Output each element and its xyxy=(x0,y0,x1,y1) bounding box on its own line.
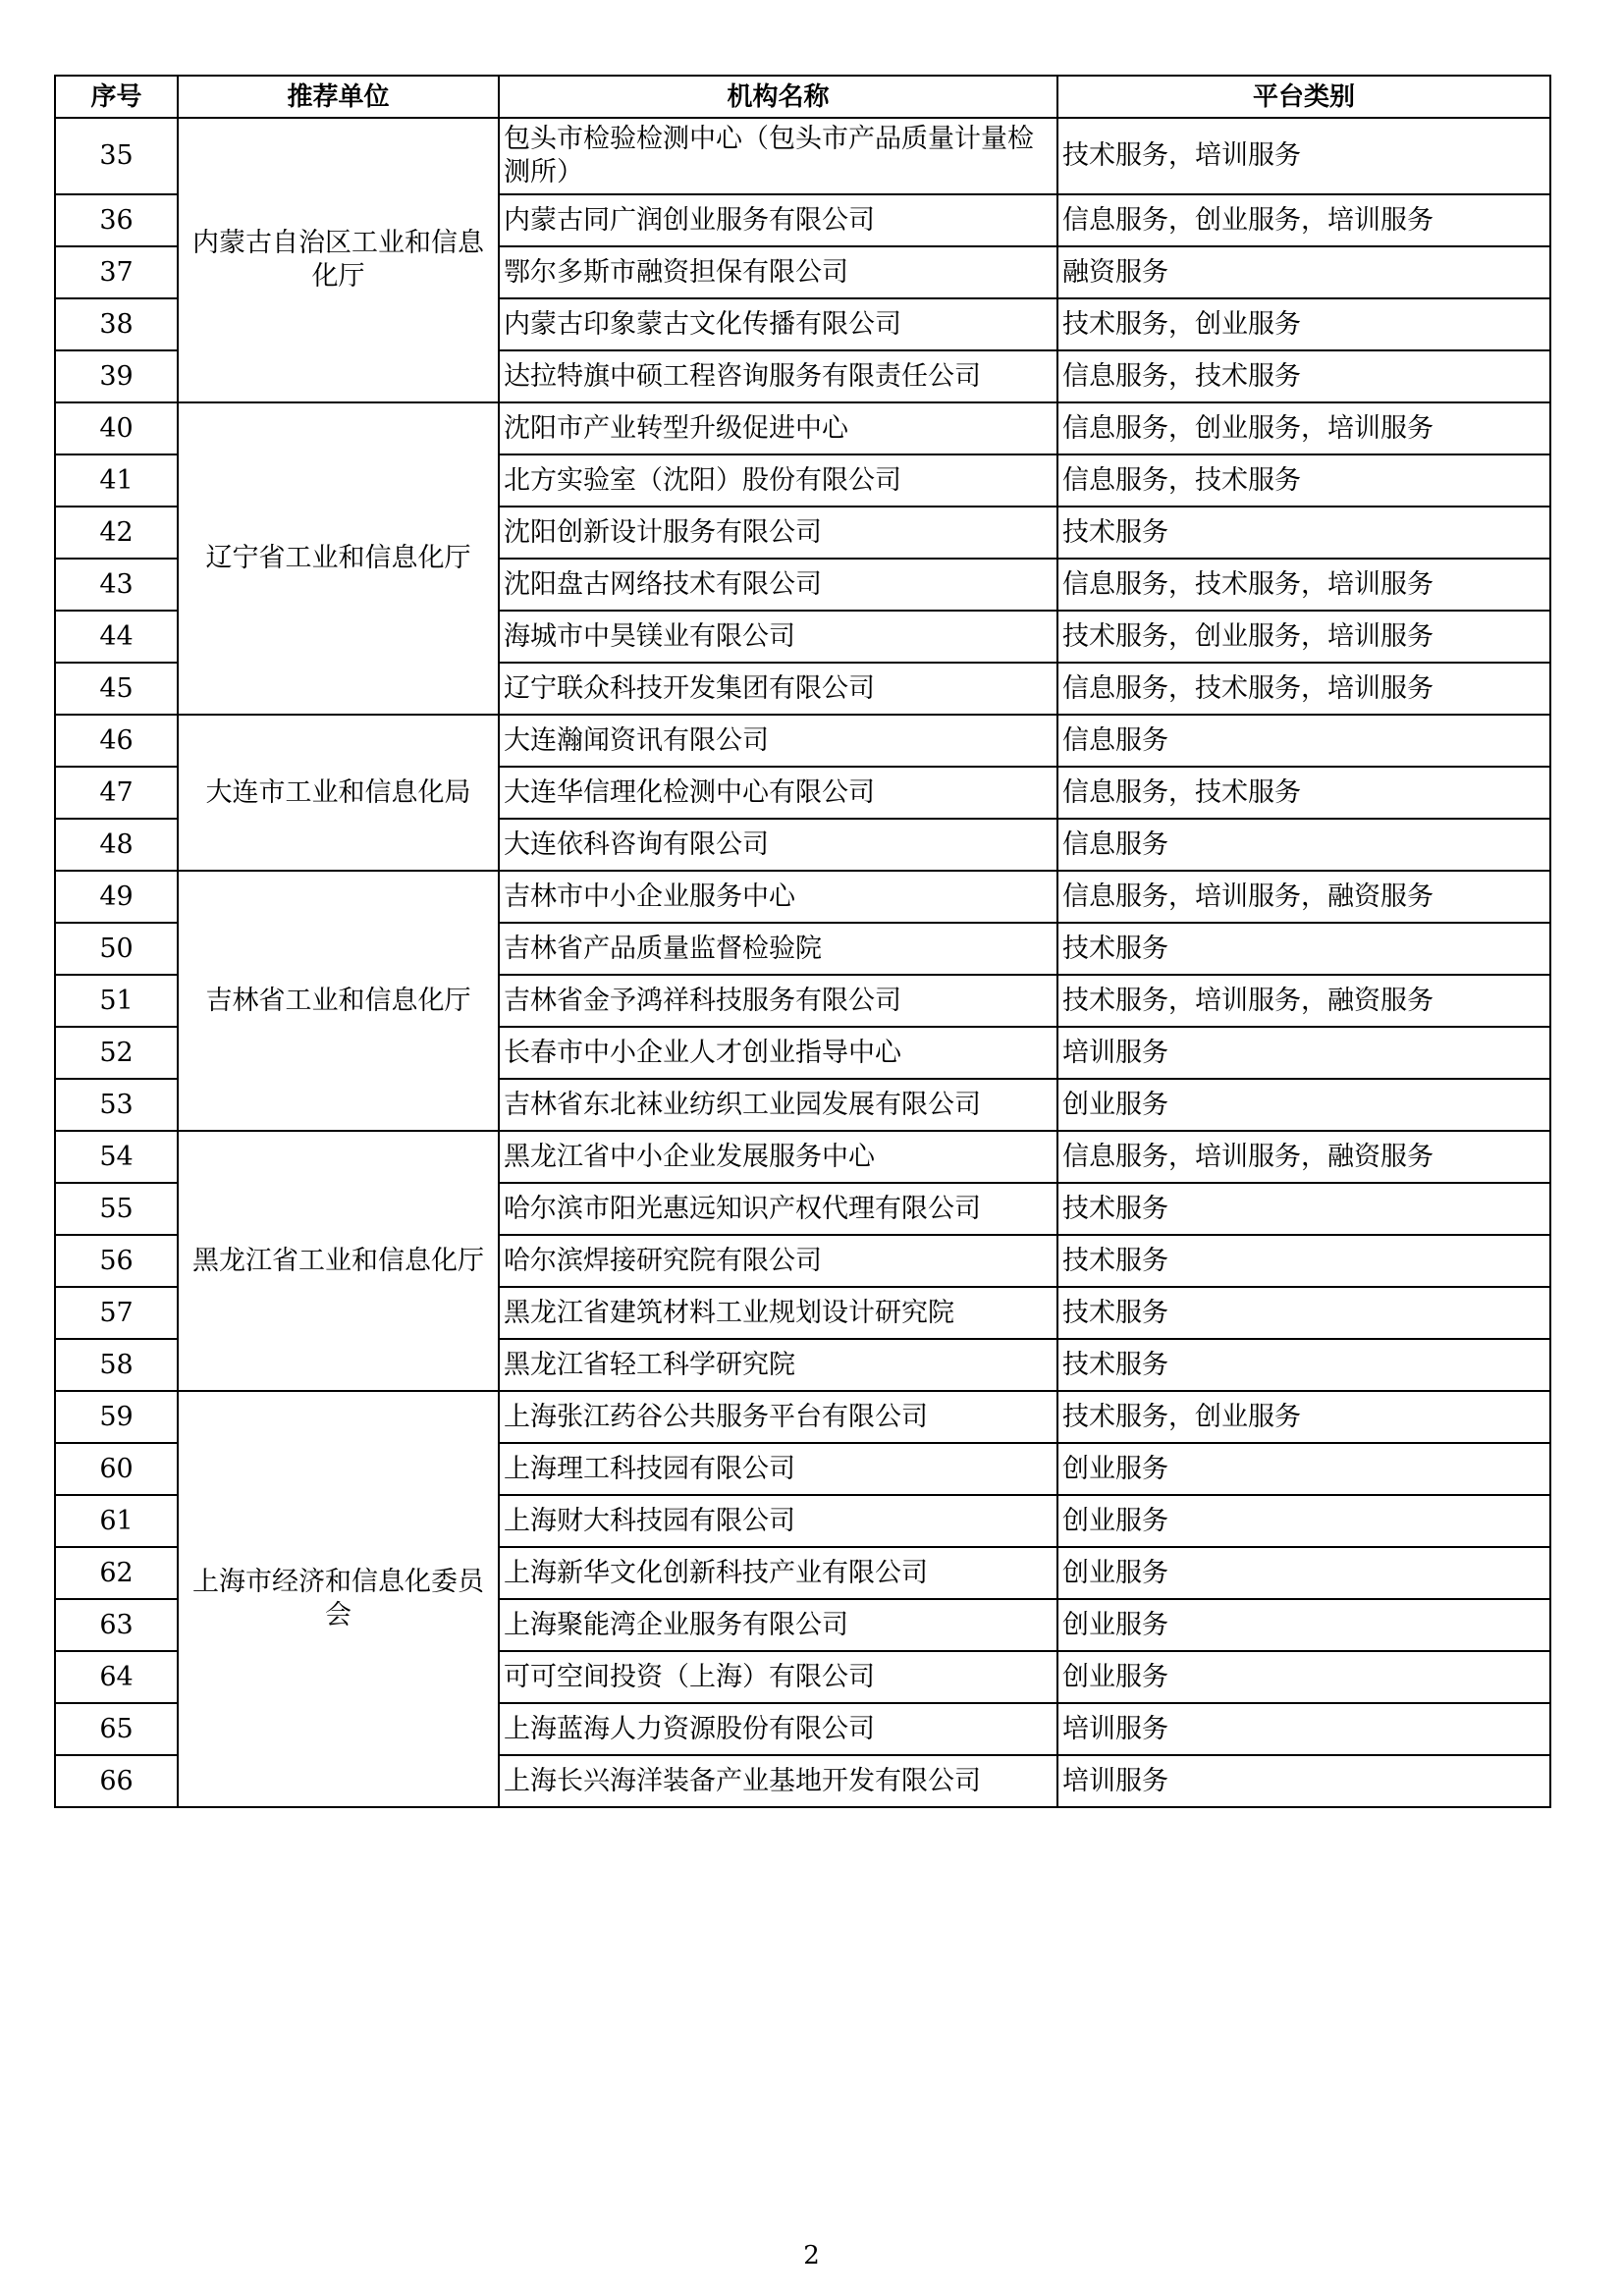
institution-name: 包头市检验检测中心（包头市产品质量计量检测所） xyxy=(499,118,1057,194)
row-number: 66 xyxy=(55,1755,178,1807)
row-number: 35 xyxy=(55,118,178,194)
platform-category: 技术服务 xyxy=(1057,923,1550,975)
institution-name: 吉林省东北袜业纺织工业园发展有限公司 xyxy=(499,1079,1057,1131)
row-number: 57 xyxy=(55,1287,178,1339)
institution-name: 长春市中小企业人才创业指导中心 xyxy=(499,1027,1057,1079)
institution-name: 黑龙江省轻工科学研究院 xyxy=(499,1339,1057,1391)
institution-name: 吉林市中小企业服务中心 xyxy=(499,871,1057,923)
platform-category: 创业服务 xyxy=(1057,1547,1550,1599)
row-number: 62 xyxy=(55,1547,178,1599)
row-number: 50 xyxy=(55,923,178,975)
institution-name: 哈尔滨焊接研究院有限公司 xyxy=(499,1235,1057,1287)
header-unit: 推荐单位 xyxy=(178,76,499,118)
header-row xyxy=(55,76,1550,118)
platform-category: 技术服务，培训服务 xyxy=(1057,118,1550,194)
platform-category: 技术服务，创业服务，培训服务 xyxy=(1057,611,1550,663)
table-row xyxy=(55,715,1550,767)
institution-name: 沈阳市产业转型升级促进中心 xyxy=(499,402,1057,454)
institution-name: 内蒙古印象蒙古文化传播有限公司 xyxy=(499,298,1057,350)
recommending-unit: 黑龙江省工业和信息化厅 xyxy=(178,1131,499,1391)
platform-category: 信息服务，技术服务 xyxy=(1057,454,1550,507)
row-number: 56 xyxy=(55,1235,178,1287)
institution-name: 可可空间投资（上海）有限公司 xyxy=(499,1651,1057,1703)
row-number: 40 xyxy=(55,402,178,454)
row-number: 43 xyxy=(55,559,178,611)
row-number: 52 xyxy=(55,1027,178,1079)
row-number: 64 xyxy=(55,1651,178,1703)
row-number: 37 xyxy=(55,246,178,298)
institution-table xyxy=(54,75,1551,1808)
institution-name: 黑龙江省建筑材料工业规划设计研究院 xyxy=(499,1287,1057,1339)
institution-name: 吉林省产品质量监督检验院 xyxy=(499,923,1057,975)
row-number: 53 xyxy=(55,1079,178,1131)
row-number: 38 xyxy=(55,298,178,350)
row-number: 39 xyxy=(55,350,178,402)
row-number: 51 xyxy=(55,975,178,1027)
platform-category: 技术服务 xyxy=(1057,1235,1550,1287)
platform-category: 培训服务 xyxy=(1057,1703,1550,1755)
platform-category: 技术服务，创业服务 xyxy=(1057,1391,1550,1443)
platform-category: 技术服务 xyxy=(1057,507,1550,559)
platform-category: 信息服务，创业服务，培训服务 xyxy=(1057,194,1550,246)
institution-name: 上海长兴海洋装备产业基地开发有限公司 xyxy=(499,1755,1057,1807)
platform-category: 创业服务 xyxy=(1057,1079,1550,1131)
platform-category: 信息服务，创业服务，培训服务 xyxy=(1057,402,1550,454)
institution-name: 沈阳盘古网络技术有限公司 xyxy=(499,559,1057,611)
platform-category: 技术服务 xyxy=(1057,1339,1550,1391)
institution-name: 吉林省金予鸿祥科技服务有限公司 xyxy=(499,975,1057,1027)
table-row xyxy=(55,871,1550,923)
platform-category: 技术服务，培训服务，融资服务 xyxy=(1057,975,1550,1027)
row-number: 63 xyxy=(55,1599,178,1651)
institution-name: 上海财大科技园有限公司 xyxy=(499,1495,1057,1547)
platform-category: 信息服务 xyxy=(1057,715,1550,767)
page-number: 2 xyxy=(803,2241,820,2270)
row-number: 36 xyxy=(55,194,178,246)
institution-name: 哈尔滨市阳光惠远知识产权代理有限公司 xyxy=(499,1183,1057,1235)
row-number: 61 xyxy=(55,1495,178,1547)
row-number: 49 xyxy=(55,871,178,923)
institution-name: 达拉特旗中硕工程咨询服务有限责任公司 xyxy=(499,350,1057,402)
platform-category: 培训服务 xyxy=(1057,1755,1550,1807)
institution-name: 辽宁联众科技开发集团有限公司 xyxy=(499,663,1057,715)
platform-category: 创业服务 xyxy=(1057,1651,1550,1703)
platform-category: 信息服务，培训服务，融资服务 xyxy=(1057,1131,1550,1183)
recommending-unit: 上海市经济和信息化委员会 xyxy=(178,1391,499,1807)
institution-name: 鄂尔多斯市融资担保有限公司 xyxy=(499,246,1057,298)
recommending-unit: 内蒙古自治区工业和信息化厅 xyxy=(178,118,499,402)
platform-category: 创业服务 xyxy=(1057,1599,1550,1651)
table-row xyxy=(55,402,1550,454)
row-number: 42 xyxy=(55,507,178,559)
platform-category: 信息服务，技术服务，培训服务 xyxy=(1057,663,1550,715)
row-number: 47 xyxy=(55,767,178,819)
platform-category: 信息服务，培训服务，融资服务 xyxy=(1057,871,1550,923)
row-number: 58 xyxy=(55,1339,178,1391)
recommending-unit: 大连市工业和信息化局 xyxy=(178,715,499,871)
recommending-unit: 辽宁省工业和信息化厅 xyxy=(178,402,499,715)
platform-category: 技术服务 xyxy=(1057,1287,1550,1339)
row-number: 48 xyxy=(55,819,178,871)
row-number: 44 xyxy=(55,611,178,663)
recommending-unit: 吉林省工业和信息化厅 xyxy=(178,871,499,1131)
header-no: 序号 xyxy=(55,76,178,118)
institution-name: 上海理工科技园有限公司 xyxy=(499,1443,1057,1495)
platform-category: 创业服务 xyxy=(1057,1495,1550,1547)
institution-name: 海城市中昊镁业有限公司 xyxy=(499,611,1057,663)
platform-category: 信息服务，技术服务，培训服务 xyxy=(1057,559,1550,611)
header-name: 机构名称 xyxy=(499,76,1057,118)
institution-name: 大连瀚闻资讯有限公司 xyxy=(499,715,1057,767)
platform-category: 信息服务，技术服务 xyxy=(1057,350,1550,402)
institution-name: 上海聚能湾企业服务有限公司 xyxy=(499,1599,1057,1651)
institution-name: 上海张江药谷公共服务平台有限公司 xyxy=(499,1391,1057,1443)
institution-name: 大连华信理化检测中心有限公司 xyxy=(499,767,1057,819)
platform-category: 技术服务，创业服务 xyxy=(1057,298,1550,350)
row-number: 60 xyxy=(55,1443,178,1495)
row-number: 54 xyxy=(55,1131,178,1183)
platform-category: 融资服务 xyxy=(1057,246,1550,298)
platform-category: 信息服务 xyxy=(1057,819,1550,871)
table-row xyxy=(55,118,1550,194)
row-number: 59 xyxy=(55,1391,178,1443)
institution-name: 上海新华文化创新科技产业有限公司 xyxy=(499,1547,1057,1599)
institution-name: 黑龙江省中小企业发展服务中心 xyxy=(499,1131,1057,1183)
institution-name: 北方实验室（沈阳）股份有限公司 xyxy=(499,454,1057,507)
row-number: 55 xyxy=(55,1183,178,1235)
platform-category: 信息服务，技术服务 xyxy=(1057,767,1550,819)
header-category: 平台类别 xyxy=(1057,76,1550,118)
table-body xyxy=(55,118,1550,1807)
table-row xyxy=(55,1391,1550,1443)
platform-category: 创业服务 xyxy=(1057,1443,1550,1495)
table-row xyxy=(55,1131,1550,1183)
institution-name: 内蒙古同广润创业服务有限公司 xyxy=(499,194,1057,246)
row-number: 65 xyxy=(55,1703,178,1755)
row-number: 41 xyxy=(55,454,178,507)
row-number: 46 xyxy=(55,715,178,767)
institution-name: 大连依科咨询有限公司 xyxy=(499,819,1057,871)
platform-category: 培训服务 xyxy=(1057,1027,1550,1079)
institution-name: 沈阳创新设计服务有限公司 xyxy=(499,507,1057,559)
institution-name: 上海蓝海人力资源股份有限公司 xyxy=(499,1703,1057,1755)
platform-category: 技术服务 xyxy=(1057,1183,1550,1235)
row-number: 45 xyxy=(55,663,178,715)
